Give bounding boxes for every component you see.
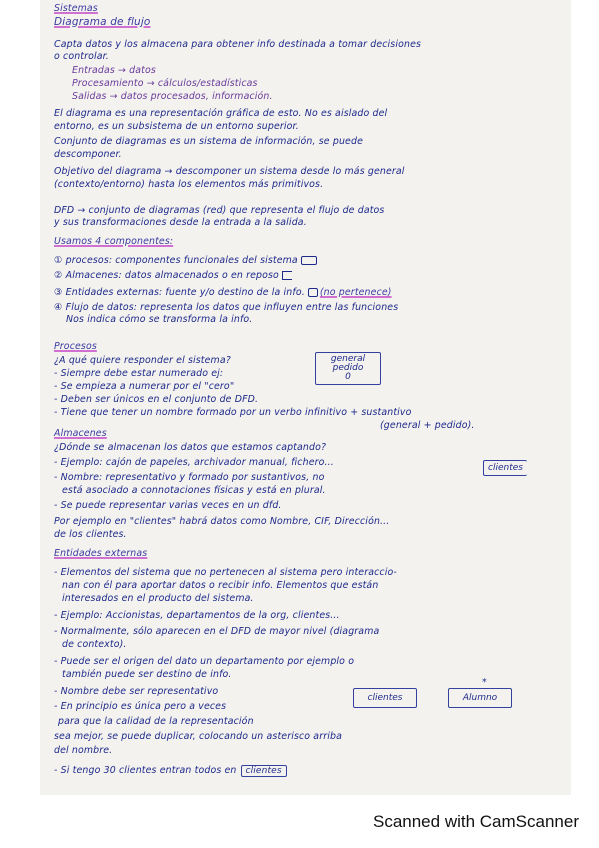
final-line bbox=[54, 765, 287, 777]
text-line: también puede ser destino de info. bbox=[62, 669, 232, 680]
text-line: - Nombre debe ser representativo bbox=[54, 686, 219, 697]
subject-heading: Sistemas bbox=[54, 3, 98, 14]
text-line: - Nombre: representativo y formado por sustantivos, no bbox=[54, 472, 325, 483]
text-line: - Elementos del sistema que no pertenecen al sistema pero interaccio- bbox=[54, 567, 397, 578]
scanner-watermark: Scanned with CamScanner bbox=[372, 812, 579, 831]
text-line: Nos indica cómo se transforma la info. bbox=[66, 314, 253, 325]
component-almacenes-label: ② Almacenes: datos almacenados o en reposo bbox=[54, 270, 279, 281]
entity-example-box-clientes: clientes bbox=[353, 688, 417, 708]
process-box-number: 0 bbox=[345, 372, 351, 382]
text-line-salidas: Salidas → datos procesados, información. bbox=[72, 91, 273, 102]
component-almacenes bbox=[54, 270, 292, 282]
section-heading-procesos: Procesos bbox=[54, 341, 97, 352]
text-line: está asociado a connotaciones físicas y está en plural. bbox=[62, 485, 326, 496]
process-box-line: pedido bbox=[332, 363, 364, 373]
text-line: ¿Dónde se almacenan los datos que estamos captando? bbox=[54, 442, 327, 453]
text-line: para que la calidad de la representación bbox=[58, 716, 254, 727]
page-title: Diagrama de flujo bbox=[54, 16, 151, 28]
text-line: del nombre. bbox=[54, 745, 113, 756]
section-heading-entidades: Entidades externas bbox=[54, 548, 148, 559]
text-line: y sus transformaciones desde la entrada a la salida. bbox=[54, 217, 307, 228]
text-line: descomponer. bbox=[54, 149, 122, 160]
process-symbol-icon bbox=[301, 256, 317, 265]
component-flujo: ④ Flujo de datos: representa los datos que influyen entre las funciones bbox=[54, 302, 399, 313]
text-line: - Se puede representar varias veces en un dfd. bbox=[54, 500, 282, 511]
process-example-box bbox=[315, 352, 381, 385]
text-line: - Normalmente, sólo aparecen en el DFD de mayor nivel (diagrama bbox=[54, 626, 380, 637]
final-line-text: - Si tengo 30 clientes entran todos en bbox=[54, 765, 237, 776]
text-line-procesamiento: Procesamiento → cálculos/estadísticas bbox=[72, 78, 258, 89]
text-line: - Ejemplo: cajón de papeles, archivador manual, fichero... bbox=[54, 457, 334, 468]
text-line: ¿A qué quiere responder el sistema? bbox=[54, 355, 231, 366]
text-line: - Siempre debe estar numerado ej: bbox=[54, 368, 224, 379]
entity-symbol-icon bbox=[308, 288, 318, 297]
text-line: - Deben ser únicos en el conjunto de DFD. bbox=[54, 394, 259, 405]
text-line: Conjunto de diagramas es un sistema de información, se puede bbox=[54, 136, 363, 147]
text-line-entradas: Entradas → datos bbox=[72, 65, 156, 76]
text-line: - Ejemplo: Accionistas, departamentos de la org, clientes... bbox=[54, 610, 340, 621]
text-line: entorno, es un subsistema de un entorno superior. bbox=[54, 121, 299, 132]
text-line: Por ejemplo en "clientes" habrá datos como Nombre, CIF, Dirección... bbox=[54, 516, 390, 527]
section-heading-almacenes: Almacenes bbox=[54, 428, 107, 439]
text-line: - En principio es única pero a veces bbox=[54, 701, 227, 712]
text-line: - Puede ser el origen del dato un departamento por ejemplo o bbox=[54, 656, 355, 667]
entity-example-box-alumno: Alumno bbox=[448, 688, 512, 708]
process-box-line: general bbox=[330, 354, 366, 364]
text-line: - Se empieza a numerar por el "cero" bbox=[54, 381, 235, 392]
text-line: de los clientes. bbox=[54, 529, 127, 540]
component-entidades bbox=[54, 287, 392, 299]
store-symbol-icon bbox=[282, 271, 292, 280]
text-line: Objetivo del diagrama → descomponer un sistema desde lo más general bbox=[54, 166, 405, 177]
text-line: interesados en el producto del sistema. bbox=[62, 593, 254, 604]
no-pertenece-note: (no pertenece) bbox=[319, 287, 392, 298]
components-heading: Usamos 4 componentes: bbox=[54, 236, 174, 247]
text-line: - Tiene que tener un nombre formado por un verbo infinitivo + sustantivo bbox=[54, 407, 412, 418]
text-line: DFD → conjunto de diagramas (red) que representa el flujo de datos bbox=[54, 205, 385, 216]
text-line: (general + pedido). bbox=[380, 420, 475, 431]
text-line: Capta datos y los almacena para obtener info destinada a tomar decisiones bbox=[54, 39, 422, 50]
asterisk-mark: * bbox=[482, 677, 487, 688]
text-line: nan con él para aportar datos o recibir info. Elementos que están bbox=[62, 580, 379, 591]
final-clientes-box: clientes bbox=[241, 765, 287, 777]
text-line: (contexto/entorno) hasta los elementos más primitivos. bbox=[54, 179, 324, 190]
component-entidades-label: ③ Entidades externas: fuente y/o destino de la info. bbox=[54, 287, 305, 298]
text-line: El diagrama es una representación gráfica de esto. No es aislado del bbox=[54, 108, 388, 119]
store-example-box: clientes bbox=[483, 460, 527, 476]
text-line: sea mejor, se puede duplicar, colocando un asterisco arriba bbox=[54, 731, 342, 742]
text-line: de contexto). bbox=[62, 639, 127, 650]
text-line: o controlar. bbox=[54, 51, 109, 62]
notebook-paper bbox=[40, 0, 571, 795]
component-procesos bbox=[54, 255, 317, 267]
component-procesos-label: ① procesos: componentes funcionales del sistema bbox=[54, 255, 298, 266]
